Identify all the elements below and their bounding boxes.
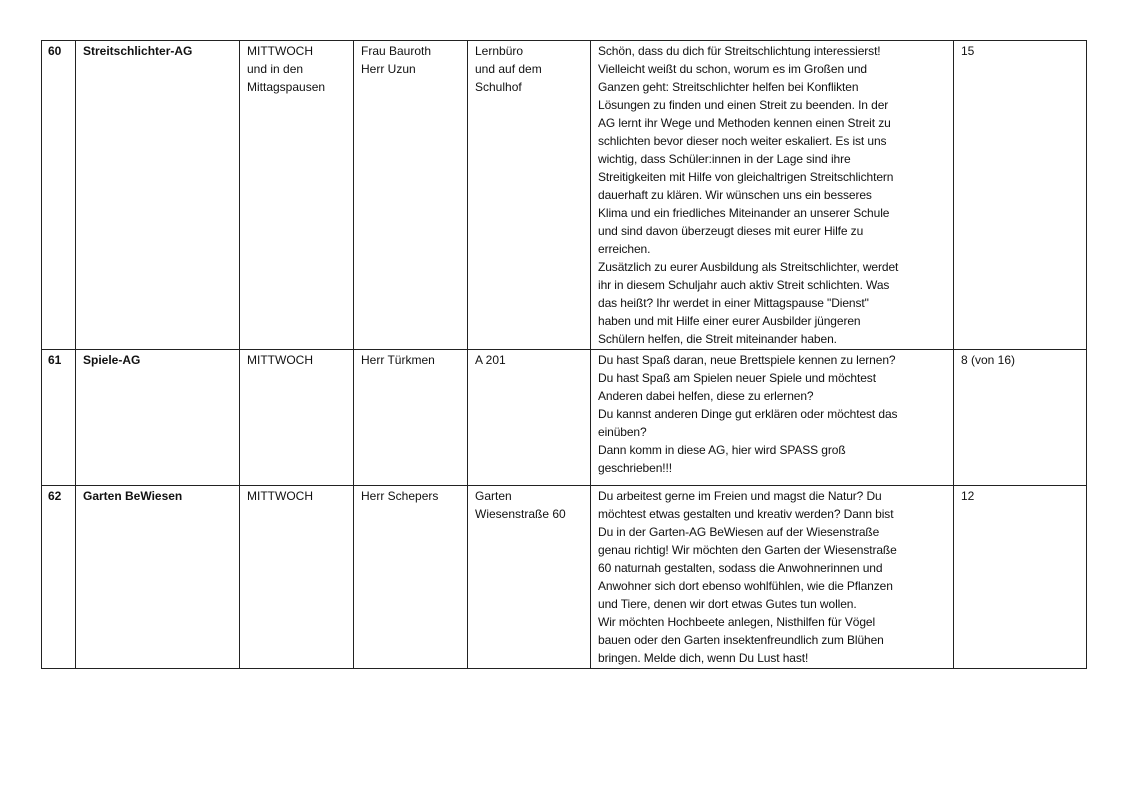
description-line: Zusätzlich zu eurer Ausbildung als Streitschlichter, werdet — [598, 260, 899, 274]
ag-places: 8 (von 16) — [954, 350, 1087, 486]
description-line: Du hast Spaß am Spielen neuer Spiele und möchtest — [598, 371, 876, 385]
description-line: bauen oder den Garten insektenfreundlich zum Blühen — [598, 633, 884, 647]
ag-place — [468, 350, 591, 486]
ag-day — [240, 350, 354, 486]
ag-name: Spiele-AG — [76, 350, 240, 486]
table-row — [42, 486, 1087, 669]
ag-place-line: Lernbüro — [475, 44, 524, 58]
ag-teacher-line: Herr Schepers — [361, 489, 439, 503]
description-line: möchtest etwas gestalten und kreativ werden? Dann bist — [598, 507, 894, 521]
description-line: und Tiere, denen wir dort etwas Gutes tun wollen. — [598, 597, 857, 611]
description-line: einüben? — [598, 425, 647, 439]
ag-number: 60 — [42, 41, 76, 350]
ag-day-line: Mittagspausen — [247, 80, 326, 94]
ag-number: 61 — [42, 350, 76, 486]
ag-description — [591, 41, 954, 350]
ag-name: Garten BeWiesen — [76, 486, 240, 669]
table-row — [42, 41, 1087, 350]
description-line: Dann komm in diese AG, hier wird SPASS groß — [598, 443, 846, 457]
ag-place — [468, 486, 591, 669]
description-line: Ganzen geht: Streitschlichter helfen bei Konflikten — [598, 80, 859, 94]
description-line: Anderen dabei helfen, diese zu erlernen? — [598, 389, 814, 403]
description-line: haben und mit Hilfe einer eurer Ausbilder jüngeren — [598, 314, 861, 328]
ag-day — [240, 486, 354, 669]
ag-description — [591, 486, 954, 669]
description-line: Anwohner sich dort ebenso wohlfühlen, wie die Pflanzen — [598, 579, 893, 593]
ag-place-line: Schulhof — [475, 80, 522, 94]
description-line: 60 naturnah gestalten, sodass die Anwohnerinnen und — [598, 561, 883, 575]
ag-day-line: und in den — [247, 62, 304, 76]
ag-teacher-line: Herr Türkmen — [361, 353, 435, 367]
description-line: Du arbeitest gerne im Freien und magst die Natur? Du — [598, 489, 882, 503]
ag-teacher — [354, 41, 468, 350]
ag-place-line: Wiesenstraße 60 — [475, 507, 566, 521]
ag-teacher — [354, 486, 468, 669]
description-line: Du kannst anderen Dinge gut erklären oder möchtest das — [598, 407, 898, 421]
description-line: Schülern helfen, die Streit miteinander haben. — [598, 332, 837, 346]
ag-places: 12 — [954, 486, 1087, 669]
ag-places: 15 — [954, 41, 1087, 350]
description-line: das heißt? Ihr werdet in einer Mittagspause "Dienst" — [598, 296, 869, 310]
ag-place-line: und auf dem — [475, 62, 542, 76]
description-line: geschrieben!!! — [598, 461, 672, 475]
description-line: bringen. Melde dich, wenn Du Lust hast! — [598, 651, 809, 665]
description-line: Klima und ein friedliches Miteinander an unserer Schule — [598, 206, 890, 220]
table-row — [42, 350, 1087, 486]
ag-description — [591, 350, 954, 486]
ag-teacher-line: Frau Bauroth — [361, 44, 432, 58]
description-line: Streitigkeiten mit Hilfe von gleichaltrigen Streitschlichtern — [598, 170, 894, 184]
ag-place-line: Garten — [475, 489, 512, 503]
ag-teacher-line: Herr Uzun — [361, 62, 416, 76]
description-line: Lösungen zu finden und einen Streit zu beenden. In der — [598, 98, 889, 112]
description-line: ihr in diesem Schuljahr auch aktiv Streit schlichten. Was — [598, 278, 890, 292]
description-line: Du hast Spaß daran, neue Brettspiele kennen zu lernen? — [598, 353, 896, 367]
ag-table — [41, 40, 1087, 669]
description-line: AG lernt ihr Wege und Methoden kennen einen Streit zu — [598, 116, 891, 130]
ag-place — [468, 41, 591, 350]
description-line: Du in der Garten-AG BeWiesen auf der Wiesenstraße — [598, 525, 880, 539]
description-line: genau richtig! Wir möchten den Garten der Wiesenstraße — [598, 543, 897, 557]
ag-day-line: MITTWOCH — [247, 44, 313, 58]
description-line: dauerhaft zu klären. Wir wünschen uns ein besseres — [598, 188, 872, 202]
description-line: wichtig, dass Schüler:innen in der Lage sind ihre — [598, 152, 851, 166]
ag-place-line: A 201 — [475, 353, 506, 367]
ag-name: Streitschlichter-AG — [76, 41, 240, 350]
description-line: Schön, dass du dich für Streitschlichtung interessierst! — [598, 44, 881, 58]
description-line: schlichten bevor dieser noch weiter eskaliert. Es ist uns — [598, 134, 887, 148]
description-line: und sind davon überzeugt dieses mit eurer Hilfe zu — [598, 224, 864, 238]
ag-teacher — [354, 350, 468, 486]
ag-day-line: MITTWOCH — [247, 353, 313, 367]
ag-day-line: MITTWOCH — [247, 489, 313, 503]
ag-day — [240, 41, 354, 350]
description-line: Vielleicht weißt du schon, worum es im Großen und — [598, 62, 867, 76]
description-line: erreichen. — [598, 242, 651, 256]
description-line: Wir möchten Hochbeete anlegen, Nisthilfen für Vögel — [598, 615, 876, 629]
ag-number: 62 — [42, 486, 76, 669]
